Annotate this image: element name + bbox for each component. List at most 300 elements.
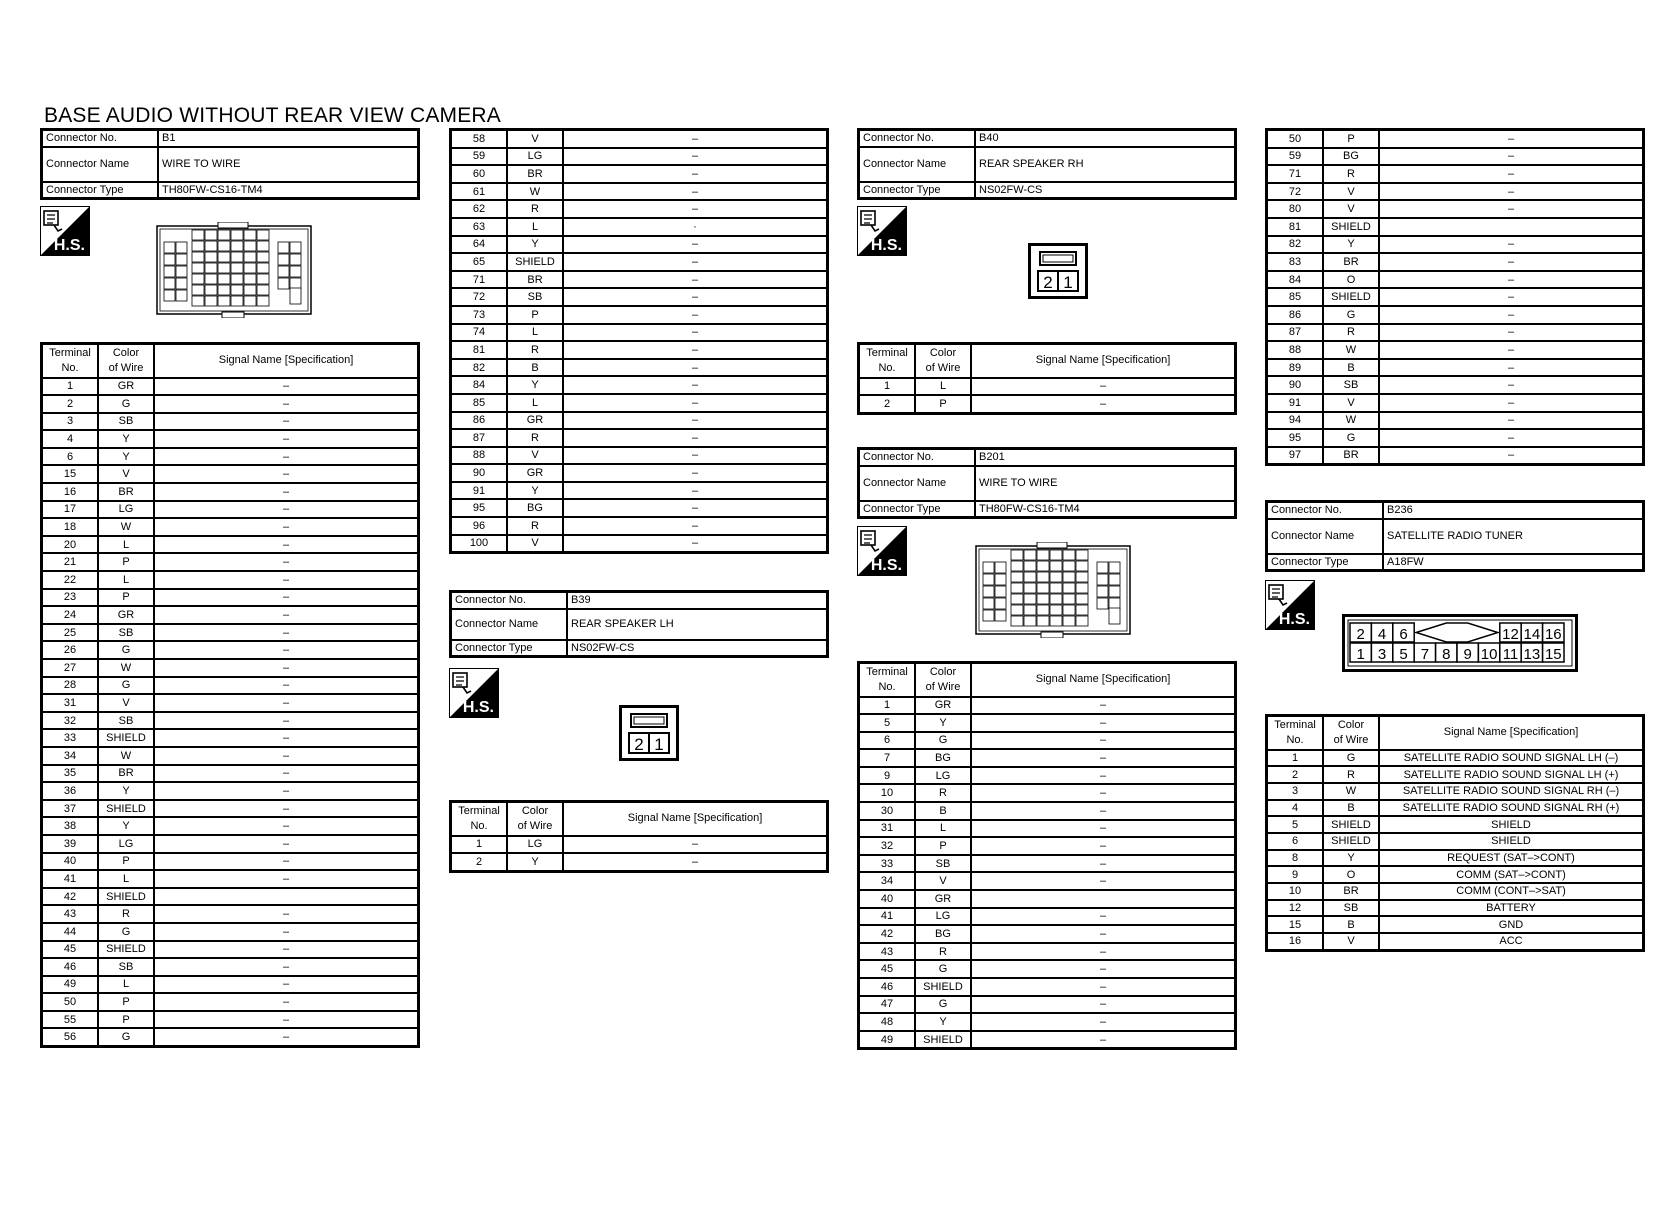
wire-color: G <box>915 960 971 978</box>
table-row <box>1267 200 1644 218</box>
table-row <box>1267 850 1644 867</box>
harness-side-icon <box>40 206 90 261</box>
wire-color: V <box>1323 183 1379 201</box>
pin-label: 6 <box>1399 626 1408 643</box>
wire-color: SHIELD <box>98 729 154 747</box>
pin-table-b236 <box>1265 714 1645 952</box>
signal-name: – <box>563 429 828 447</box>
terminal-no: 3 <box>42 413 99 431</box>
terminal-no: 61 <box>451 183 508 201</box>
terminal-no: 89 <box>1267 359 1324 377</box>
signal-name: – <box>971 820 1236 838</box>
terminal-no: 28 <box>42 677 99 695</box>
terminal-no: 56 <box>42 1028 99 1046</box>
terminal-no: 45 <box>42 941 99 959</box>
table-row <box>859 855 1236 873</box>
signal-name: – <box>1379 130 1644 148</box>
table-row <box>451 200 828 218</box>
terminal-no: 5 <box>1267 816 1324 833</box>
signal-name: – <box>154 536 419 554</box>
terminal-no: 82 <box>1267 236 1324 254</box>
wire-color: SHIELD <box>98 941 154 959</box>
table-row <box>1267 183 1644 201</box>
wire-color: P <box>915 837 971 855</box>
terminal-no: 47 <box>859 996 916 1014</box>
terminal-no: 87 <box>1267 324 1324 342</box>
table-row <box>42 888 419 906</box>
terminal-no: 1 <box>1267 750 1324 767</box>
connector-type-label: Connector Type <box>859 501 976 518</box>
terminal-no: 85 <box>451 394 508 412</box>
wire-color: BR <box>1323 447 1379 465</box>
table-row <box>1267 412 1644 430</box>
terminal-no: 83 <box>1267 253 1324 271</box>
terminal-no: 34 <box>859 872 916 890</box>
table-row <box>1267 359 1644 377</box>
wire-color: V <box>1323 933 1379 950</box>
wire-color: W <box>1323 783 1379 800</box>
table-row <box>42 817 419 835</box>
terminal-no: 36 <box>42 782 99 800</box>
terminal-no: 65 <box>451 253 508 271</box>
signal-name <box>971 890 1236 908</box>
terminal-no: 26 <box>42 641 99 659</box>
table-row <box>859 378 1236 396</box>
signal-name: – <box>1379 429 1644 447</box>
terminal-no: 63 <box>451 218 508 236</box>
terminal-no: 25 <box>42 624 99 642</box>
wire-color: SB <box>98 413 154 431</box>
connector-no-label: Connector No. <box>1267 502 1384 519</box>
pin-label: 10 <box>1480 646 1498 663</box>
table-row <box>451 271 828 289</box>
terminal-no: 90 <box>1267 376 1324 394</box>
connector-info-b201 <box>857 447 1237 519</box>
signal-name: – <box>154 659 419 677</box>
wire-color: L <box>98 536 154 554</box>
signal-name: – <box>971 978 1236 996</box>
connector-type-value: NS02FW-CS <box>567 640 828 657</box>
signal-name: – <box>154 1011 419 1029</box>
wire-color: Y <box>507 376 563 394</box>
table-row <box>859 767 1236 785</box>
wire-color: R <box>507 517 563 535</box>
signal-name: – <box>154 870 419 888</box>
signal-name: – <box>971 784 1236 802</box>
table-row <box>1267 816 1644 833</box>
table-row <box>451 183 828 201</box>
wire-color: B <box>507 359 563 377</box>
connector-no-label: Connector No. <box>859 449 976 466</box>
terminal-header: Terminal No. <box>859 344 916 378</box>
table-row <box>42 870 419 888</box>
table-row <box>42 589 419 607</box>
signal-header: Signal Name [Specification] <box>1379 716 1644 750</box>
terminal-no: 85 <box>1267 288 1324 306</box>
terminal-no: 10 <box>859 784 916 802</box>
connector-info-b40 <box>857 128 1237 200</box>
signal-name: – <box>154 993 419 1011</box>
connector-name-label: Connector Name <box>42 147 159 182</box>
table-row <box>859 714 1236 732</box>
table-row <box>42 905 419 923</box>
signal-name: – <box>154 835 419 853</box>
terminal-no: 38 <box>42 817 99 835</box>
terminal-no: 41 <box>42 870 99 888</box>
table-row <box>42 430 419 448</box>
signal-name: – <box>1379 324 1644 342</box>
table-row <box>1267 271 1644 289</box>
harness-side-icon <box>857 526 907 581</box>
svg-text:H.S.: H.S. <box>53 237 85 254</box>
connector-type-value: A18FW <box>1383 554 1644 571</box>
wire-color: SB <box>98 958 154 976</box>
signal-name: – <box>563 464 828 482</box>
table-row <box>1267 165 1644 183</box>
terminal-no: 80 <box>1267 200 1324 218</box>
signal-name: SATELLITE RADIO SOUND SIGNAL LH (–) <box>1379 750 1644 767</box>
terminal-no: 44 <box>42 923 99 941</box>
wire-color: SHIELD <box>1323 833 1379 850</box>
terminal-no: 30 <box>859 802 916 820</box>
terminal-no: 84 <box>1267 271 1324 289</box>
terminal-no: 95 <box>1267 429 1324 447</box>
table-row <box>451 535 828 553</box>
table-row <box>451 394 828 412</box>
wire-color: Y <box>915 1013 971 1031</box>
signal-name: – <box>563 836 828 854</box>
signal-name: · <box>563 218 828 236</box>
terminal-no: 27 <box>42 659 99 677</box>
terminal-no: 48 <box>859 1013 916 1031</box>
terminal-no: 81 <box>1267 218 1324 236</box>
wire-color: G <box>98 677 154 695</box>
table-row <box>1267 447 1644 465</box>
table-row <box>859 802 1236 820</box>
signal-name: – <box>563 200 828 218</box>
signal-name: – <box>154 677 419 695</box>
wire-color: R <box>507 341 563 359</box>
terminal-no: 43 <box>859 943 916 961</box>
wire-color: BR <box>98 483 154 501</box>
signal-name: – <box>154 378 419 396</box>
wire-color: P <box>98 853 154 871</box>
wire-color: GR <box>507 464 563 482</box>
signal-name: – <box>154 501 419 519</box>
terminal-no: 37 <box>42 800 99 818</box>
wire-color: GR <box>915 697 971 715</box>
terminal-no: 97 <box>1267 447 1324 465</box>
terminal-no: 59 <box>451 148 508 166</box>
wire-color: SB <box>1323 376 1379 394</box>
terminal-no: 50 <box>42 993 99 1011</box>
terminal-no: 35 <box>42 765 99 783</box>
wire-color: Y <box>507 482 563 500</box>
signal-name: – <box>1379 271 1644 289</box>
terminal-no: 33 <box>42 729 99 747</box>
table-row <box>1267 306 1644 324</box>
wire-color: SHIELD <box>98 800 154 818</box>
signal-name: – <box>1379 306 1644 324</box>
wire-color: L <box>915 378 971 396</box>
connector-info-b39 <box>449 590 829 658</box>
wire-color: BR <box>1323 883 1379 900</box>
terminal-no: 88 <box>451 447 508 465</box>
connector-no-label: Connector No. <box>859 130 976 147</box>
table-row <box>42 448 419 466</box>
wire-color: BR <box>507 271 563 289</box>
table-row <box>42 712 419 730</box>
connector-name-label: Connector Name <box>451 609 568 640</box>
connector-type-value: NS02FW-CS <box>975 182 1236 199</box>
signal-name: – <box>971 1031 1236 1049</box>
wire-color: L <box>98 870 154 888</box>
signal-name: – <box>1379 394 1644 412</box>
wire-color: BR <box>1323 253 1379 271</box>
wire-color: SHIELD <box>1323 218 1379 236</box>
terminal-no: 31 <box>42 694 99 712</box>
table-row <box>42 993 419 1011</box>
signal-name: – <box>1379 288 1644 306</box>
signal-name: – <box>563 376 828 394</box>
table-row <box>451 499 828 517</box>
terminal-no: 31 <box>859 820 916 838</box>
terminal-no: 32 <box>859 837 916 855</box>
terminal-no: 40 <box>42 853 99 871</box>
table-row <box>42 624 419 642</box>
wire-color: V <box>1323 394 1379 412</box>
pin-table-b1-cont <box>449 128 829 554</box>
terminal-no: 9 <box>1267 866 1324 883</box>
pin-label: 11 <box>1502 646 1519 663</box>
signal-name: SHIELD <box>1379 816 1644 833</box>
wire-color: W <box>98 518 154 536</box>
signal-name: – <box>563 253 828 271</box>
pin-table-b201-cont <box>1265 128 1645 466</box>
signal-name: SATELLITE RADIO SOUND SIGNAL RH (–) <box>1379 783 1644 800</box>
signal-name: – <box>563 288 828 306</box>
table-row <box>42 571 419 589</box>
connector-no-value: B201 <box>975 449 1236 466</box>
signal-name: – <box>1379 183 1644 201</box>
connector-no-label: Connector No. <box>451 592 568 609</box>
table-row <box>42 923 419 941</box>
terminal-no: 94 <box>1267 412 1324 430</box>
table-row <box>1267 429 1644 447</box>
pin-label: 9 <box>1463 646 1472 663</box>
signal-name: – <box>154 589 419 607</box>
wire-color: V <box>98 694 154 712</box>
signal-name: – <box>563 394 828 412</box>
wire-color: LG <box>98 835 154 853</box>
table-row <box>859 890 1236 908</box>
wire-color: G <box>98 1028 154 1046</box>
table-row <box>42 694 419 712</box>
pin-label: 15 <box>1544 646 1562 663</box>
table-row <box>451 376 828 394</box>
terminal-no: 23 <box>42 589 99 607</box>
signal-name: – <box>154 483 419 501</box>
signal-name: – <box>971 395 1236 413</box>
wire-color: Y <box>98 430 154 448</box>
table-row <box>451 412 828 430</box>
connector-name-value: REAR SPEAKER RH <box>975 147 1236 182</box>
connector-name-label: Connector Name <box>1267 519 1384 554</box>
harness-side-icon <box>449 668 499 723</box>
table-row <box>1267 341 1644 359</box>
terminal-no: 34 <box>42 747 99 765</box>
connector-face-b39 <box>619 705 679 766</box>
table-row <box>859 872 1236 890</box>
signal-name: – <box>1379 341 1644 359</box>
wire-color: G <box>1323 306 1379 324</box>
table-row <box>1267 866 1644 883</box>
wire-color: P <box>98 553 154 571</box>
wire-color: BR <box>98 765 154 783</box>
terminal-no: 32 <box>42 712 99 730</box>
connector-face-b236 <box>1342 614 1578 677</box>
terminal-no: 96 <box>451 517 508 535</box>
signal-name: – <box>971 714 1236 732</box>
signal-name: – <box>971 943 1236 961</box>
terminal-header: Terminal No. <box>451 802 508 836</box>
connector-face-b1 <box>156 222 312 323</box>
signal-name: ACC <box>1379 933 1644 950</box>
table-row <box>42 606 419 624</box>
terminal-no: 21 <box>42 553 99 571</box>
signal-name: – <box>1379 359 1644 377</box>
signal-name: – <box>971 855 1236 873</box>
wire-color: R <box>507 429 563 447</box>
terminal-no: 72 <box>1267 183 1324 201</box>
harness-side-icon <box>857 206 907 261</box>
terminal-no: 74 <box>451 324 508 342</box>
table-row <box>42 518 419 536</box>
terminal-no: 2 <box>42 395 99 413</box>
signal-name: – <box>971 996 1236 1014</box>
table-row <box>451 447 828 465</box>
wire-color: R <box>915 943 971 961</box>
wire-color: B <box>1323 800 1379 817</box>
wire-color: W <box>98 659 154 677</box>
wire-color: V <box>507 447 563 465</box>
color-header: Color of Wire <box>1323 716 1379 750</box>
signal-name: – <box>154 817 419 835</box>
signal-name: – <box>154 782 419 800</box>
signal-name: – <box>154 800 419 818</box>
wire-color: Y <box>1323 850 1379 867</box>
terminal-no: 24 <box>42 606 99 624</box>
connector-type-value: TH80FW-CS16-TM4 <box>975 501 1236 518</box>
table-row <box>1267 933 1644 950</box>
terminal-no: 1 <box>42 378 99 396</box>
table-row <box>1267 800 1644 817</box>
terminal-no: 87 <box>451 429 508 447</box>
table-row <box>42 941 419 959</box>
wire-color: LG <box>915 767 971 785</box>
wire-color: G <box>98 923 154 941</box>
table-row <box>42 747 419 765</box>
table-row <box>451 341 828 359</box>
terminal-no: 58 <box>451 130 508 148</box>
table-row <box>451 130 828 148</box>
signal-name: SATELLITE RADIO SOUND SIGNAL RH (+) <box>1379 800 1644 817</box>
table-row <box>42 958 419 976</box>
signal-name: – <box>154 518 419 536</box>
pin-label: 2 <box>634 735 644 754</box>
signal-name: – <box>563 482 828 500</box>
wire-color: V <box>1323 200 1379 218</box>
terminal-no: 46 <box>859 978 916 996</box>
table-row <box>1267 236 1644 254</box>
table-row <box>1267 253 1644 271</box>
signal-name <box>1379 218 1644 236</box>
wire-color: SHIELD <box>915 1031 971 1049</box>
table-row <box>42 1028 419 1046</box>
pin-label: 2 <box>1043 273 1053 292</box>
terminal-no: 33 <box>859 855 916 873</box>
pin-label: 8 <box>1442 646 1451 663</box>
connector-name-value: WIRE TO WIRE <box>158 147 419 182</box>
wire-color: G <box>915 996 971 1014</box>
signal-name: – <box>1379 412 1644 430</box>
terminal-no: 60 <box>451 165 508 183</box>
wire-color: L <box>98 976 154 994</box>
table-row <box>451 359 828 377</box>
terminal-no: 16 <box>42 483 99 501</box>
table-row <box>1267 148 1644 166</box>
signal-name: – <box>563 324 828 342</box>
wire-color: LG <box>507 836 563 854</box>
terminal-no: 40 <box>859 890 916 908</box>
terminal-no: 39 <box>42 835 99 853</box>
terminal-no: 4 <box>42 430 99 448</box>
terminal-no: 7 <box>859 749 916 767</box>
table-row <box>42 729 419 747</box>
signal-name: – <box>563 183 828 201</box>
wire-color: P <box>98 993 154 1011</box>
color-header: Color of Wire <box>915 663 971 697</box>
signal-name: – <box>1379 200 1644 218</box>
table-row <box>859 960 1236 978</box>
table-row <box>1267 900 1644 917</box>
signal-name: – <box>563 306 828 324</box>
wire-color: W <box>507 183 563 201</box>
terminal-no: 90 <box>451 464 508 482</box>
signal-name: – <box>1379 253 1644 271</box>
signal-name: – <box>971 378 1236 396</box>
terminal-no: 6 <box>42 448 99 466</box>
signal-name: – <box>154 853 419 871</box>
connector-info-b1 <box>40 128 420 200</box>
signal-name: – <box>1379 148 1644 166</box>
wire-color: P <box>507 306 563 324</box>
terminal-no: 2 <box>1267 766 1324 783</box>
connector-face-b201 <box>975 542 1131 643</box>
table-row <box>1267 883 1644 900</box>
wire-color: R <box>915 784 971 802</box>
signal-name: – <box>154 729 419 747</box>
signal-name: – <box>154 553 419 571</box>
wire-color: G <box>1323 750 1379 767</box>
pin-label: 4 <box>1377 626 1387 643</box>
table-row <box>451 253 828 271</box>
terminal-no: 49 <box>859 1031 916 1049</box>
table-row <box>859 732 1236 750</box>
wire-color: R <box>1323 766 1379 783</box>
terminal-no: 91 <box>1267 394 1324 412</box>
table-row <box>42 976 419 994</box>
